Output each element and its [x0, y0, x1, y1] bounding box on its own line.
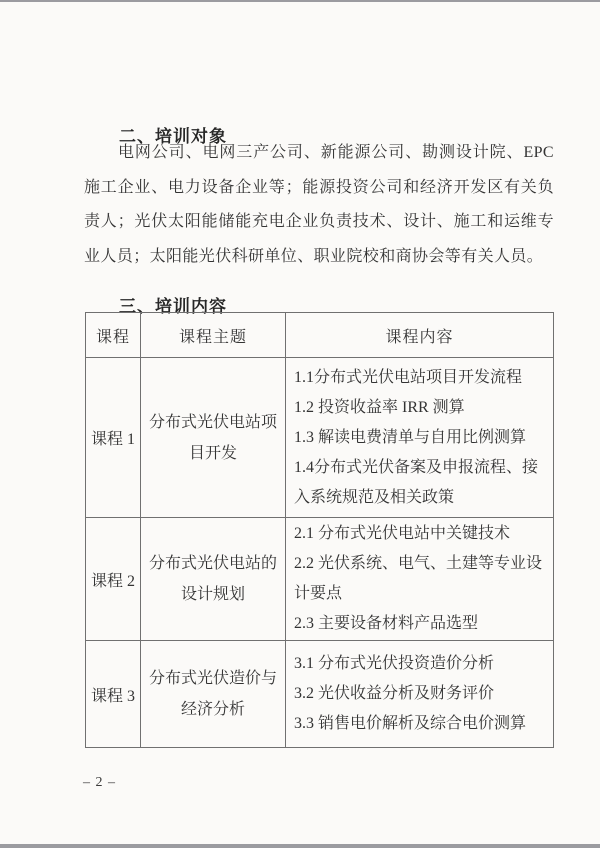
course-label: 课程 2	[86, 518, 141, 641]
table-row	[86, 358, 554, 518]
content-item: 2.2 光伏系统、电气、土建等专业设计要点	[294, 555, 543, 602]
content-item: 1.4分布式光伏备案及申报流程、接入系统规范及相关政策	[294, 458, 539, 506]
training-content-table	[85, 312, 554, 748]
paragraph-line: 施工企业、电力设备企业等；能源投资公司和经济开发区有关负	[84, 178, 554, 196]
paragraph-line: 责人；光伏太阳能储能充电企业负责技术、设计、施工和运维专	[84, 213, 554, 230]
course-topic: 分布式光伏电站项目开发	[141, 358, 286, 518]
course-label: 课程 3	[86, 641, 141, 748]
course-content	[286, 641, 554, 748]
content-item: 3.3 销售电价解析及综合电价测算	[294, 715, 527, 732]
training-targets-paragraph	[84, 136, 554, 274]
content-item: 1.3 解读电费清单与自用比例测算	[294, 428, 527, 446]
table-row	[86, 518, 554, 641]
content-item: 2.1 分布式光伏电站中关键技术	[294, 525, 511, 542]
content-item: 2.3 主要设备材料产品选型	[294, 615, 479, 632]
table-header-row	[86, 313, 554, 358]
section-heading-training-content: 三、培训内容	[119, 297, 227, 317]
paragraph-line: 业人员；太阳能光伏科研单位、职业院校和商协会等有关人员。	[84, 247, 544, 265]
course-topic: 分布式光伏造价与经济分析	[141, 641, 286, 748]
content-item: 3.1 分布式光伏投资造价分析	[294, 655, 495, 672]
column-header-content: 课程内容	[286, 313, 554, 358]
column-header-course: 课程	[86, 313, 141, 358]
table-row	[86, 641, 554, 748]
scan-edge-top	[0, 0, 600, 2]
content-item: 3.2 光伏收益分析及财务评价	[294, 685, 495, 702]
course-topic: 分布式光伏电站的设计规划	[141, 518, 286, 641]
course-label: 课程 1	[86, 358, 141, 518]
scan-edge-bottom	[0, 844, 600, 848]
paragraph-line: 电网公司、电网三产公司、新能源公司、勘测设计院、EPC	[118, 144, 554, 161]
content-item: 1.2 投资收益率 IRR 测算	[294, 398, 465, 416]
course-content	[286, 518, 554, 641]
content-item: 1.1分布式光伏电站项目开发流程	[294, 368, 523, 386]
page-number: – 2 –	[83, 775, 116, 790]
section-heading-training-targets: 二、培训对象	[119, 127, 227, 147]
course-content	[286, 358, 554, 518]
column-header-topic: 课程主题	[141, 313, 286, 358]
